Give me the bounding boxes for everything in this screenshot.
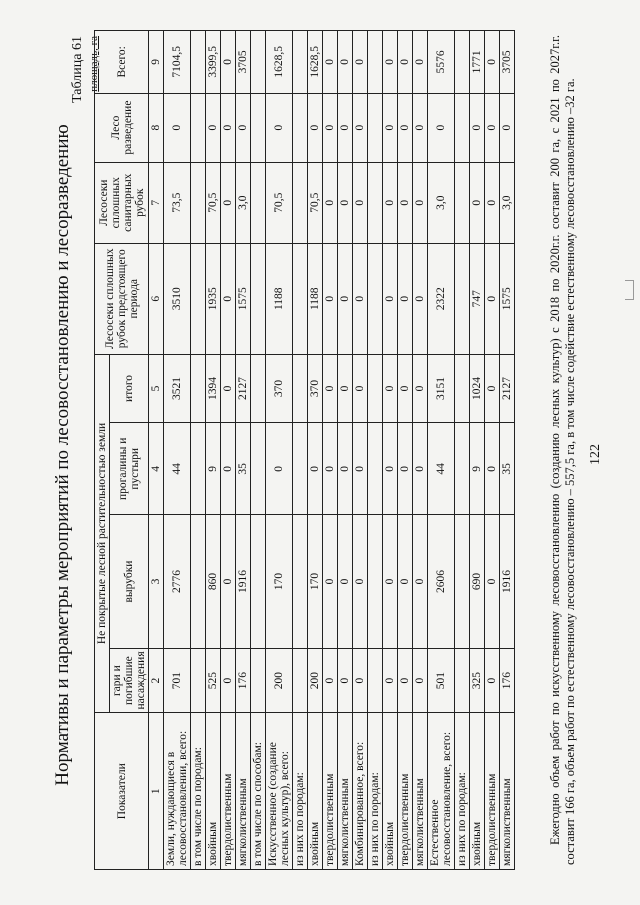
colnum-cell: 2 [149,648,164,713]
value-cell: 1575 [500,243,515,354]
table-row [251,31,266,870]
value-cell [251,515,266,649]
value-cell: 1771 [470,31,485,94]
value-cell: 0 [383,354,398,423]
value-cell: 0 [338,423,353,515]
value-cell: 325 [470,648,485,713]
value-cell: 0 [323,648,338,713]
row-label: хвойным [383,713,398,870]
value-cell: 5576 [428,31,455,94]
value-cell [368,31,383,94]
table-row [308,31,323,870]
value-cell: 0 [428,93,455,162]
norms-table [94,30,515,870]
colnum-cell: 6 [149,243,164,354]
table-row [266,31,293,870]
value-cell: 0 [221,31,236,94]
colnum-cell: 4 [149,423,164,515]
value-cell: 0 [383,162,398,243]
value-cell: 0 [383,515,398,649]
value-cell: 0 [338,243,353,354]
row-label: мягколиственным [500,713,515,870]
value-cell: 3151 [428,354,455,423]
value-cell [251,648,266,713]
value-cell: 1916 [500,515,515,649]
value-cell: 44 [428,423,455,515]
table-row [500,31,515,870]
value-cell [455,31,470,94]
value-cell: 0 [383,423,398,515]
value-cell: 0 [266,423,293,515]
table-row [428,31,455,870]
value-cell [455,423,470,515]
row-label: в том числе по способам: [251,713,266,870]
value-cell [368,93,383,162]
row-label: Комбинированное, всего: [353,713,368,870]
table-body [149,31,515,870]
value-cell: 200 [266,648,293,713]
value-cell: 0 [266,93,293,162]
value-cell [455,515,470,649]
colnum-cell: 5 [149,354,164,423]
value-cell: 1188 [308,243,323,354]
value-cell: 0 [470,93,485,162]
row-label: мягколиственным [338,713,353,870]
value-cell: 0 [413,93,428,162]
value-cell: 0 [323,93,338,162]
value-cell: 0 [353,515,368,649]
value-cell: 3,0 [500,162,515,243]
value-cell: 73,5 [164,162,191,243]
value-cell: 70,5 [308,162,323,243]
value-cell: 370 [266,354,293,423]
table-row [455,31,470,870]
value-cell: 0 [308,423,323,515]
header-total: итого [110,354,149,423]
value-cell: 2776 [164,515,191,649]
row-label: хвойным [308,713,323,870]
table-row [383,31,398,870]
value-cell: 0 [398,31,413,94]
table-row [191,31,206,870]
value-cell [293,354,308,423]
value-cell: 170 [308,515,323,649]
value-cell: 3705 [500,31,515,94]
table-row [206,31,221,870]
document-title: Нормативы и параметры мероприятий по лесовосстановлению и лесоразведению [52,124,73,786]
value-cell: 3705 [236,31,251,94]
value-cell: 0 [221,648,236,713]
value-cell: 0 [323,515,338,649]
row-label: из них по породам: [293,713,308,870]
table-label: Таблица 61 [70,36,85,103]
value-cell: 525 [206,648,221,713]
value-cell: 0 [221,354,236,423]
value-cell: 1935 [206,243,221,354]
value-cell [293,93,308,162]
value-cell: 0 [398,243,413,354]
value-cell: 0 [485,31,500,94]
value-cell [293,423,308,515]
value-cell [368,648,383,713]
value-cell [191,31,206,94]
value-cell: 0 [338,31,353,94]
value-cell [455,162,470,243]
row-label: Земли, нуждающиеся в лесовосстановлении, всего: [164,713,191,870]
value-cell: 690 [470,515,485,649]
value-cell [293,31,308,94]
value-cell [191,648,206,713]
value-cell: 0 [323,243,338,354]
header-fires: гари и погибшие насаждения [110,648,149,713]
value-cell [191,423,206,515]
value-cell: 0 [221,515,236,649]
table-row [338,31,353,870]
value-cell: 1916 [236,515,251,649]
value-cell: 2127 [500,354,515,423]
value-cell: 0 [308,93,323,162]
table-row [398,31,413,870]
value-cell: 0 [485,423,500,515]
value-cell: 3,0 [428,162,455,243]
colnum-cell: 1 [149,713,164,870]
value-cell [455,354,470,423]
value-cell: 176 [236,648,251,713]
header-clearcut-prev: Лесосеки сплошных рубок предстоящего периода [95,243,149,354]
value-cell: 9 [470,423,485,515]
value-cell: 170 [266,515,293,649]
value-cell: 0 [413,423,428,515]
value-cell [251,162,266,243]
value-cell: 176 [500,648,515,713]
value-cell: 0 [413,162,428,243]
value-cell: 0 [323,354,338,423]
table-row [413,31,428,870]
value-cell: 1575 [236,243,251,354]
value-cell [251,423,266,515]
table-row [164,31,191,870]
value-cell [368,354,383,423]
value-cell [251,243,266,354]
value-cell: 3510 [164,243,191,354]
value-cell [368,162,383,243]
row-label: Естественное лесовосстановление, всего: [428,713,455,870]
colnum-cell: 8 [149,93,164,162]
header-indicators: Показатели [95,713,149,870]
value-cell: 2322 [428,243,455,354]
value-cell: 3,0 [236,162,251,243]
row-label: хвойным [206,713,221,870]
value-cell: 0 [398,515,413,649]
colnum-cell: 9 [149,31,164,94]
value-cell [191,162,206,243]
value-cell: 0 [353,354,368,423]
value-cell: 0 [353,93,368,162]
header-sanitary: Лесосеки сплошных санитарных рубок [95,162,149,243]
value-cell: 0 [164,93,191,162]
explanatory-note: Ежегодно объем работ по искусственному лесовосстановлению (созданию лесных культур) с 2018 по 2020г.г. составит 200 га, с 2021 по 2027г.г. составит 166 га, объем работ по естественному лесовосстановлению – 557,5 га, в том числе содействие естественному лесовосстановлению –32 га. [548,35,577,865]
value-cell: 0 [338,648,353,713]
value-cell: 2127 [236,354,251,423]
value-cell: 0 [485,354,500,423]
value-cell: 0 [413,515,428,649]
value-cell: 0 [338,93,353,162]
value-cell: 0 [221,243,236,354]
value-cell: 35 [236,423,251,515]
value-cell [293,648,308,713]
value-cell [368,515,383,649]
header-clearings: вырубки [110,515,149,649]
header-nonforest-group: Не покрытые лесной растительностью земли [95,354,110,713]
value-cell: 0 [398,93,413,162]
value-cell: 0 [353,243,368,354]
value-cell: 3399,5 [206,31,221,94]
value-cell: 1024 [470,354,485,423]
value-cell: 35 [500,423,515,515]
header-grand-total: Всего: [95,31,149,94]
table-row [293,31,308,870]
value-cell [368,243,383,354]
value-cell [191,515,206,649]
row-label: твердолиственным [398,713,413,870]
value-cell: 0 [221,423,236,515]
row-label: твердолиственным [221,713,236,870]
value-cell: 0 [485,515,500,649]
value-cell: 0 [323,31,338,94]
value-cell: 0 [413,243,428,354]
value-cell: 9 [206,423,221,515]
header-glades: прогалины и пустыри [110,423,149,515]
value-cell: 501 [428,648,455,713]
value-cell: 701 [164,648,191,713]
value-cell: 7104,5 [164,31,191,94]
value-cell: 0 [353,423,368,515]
value-cell [293,162,308,243]
row-label: твердолиственным [485,713,500,870]
row-label: из них по породам: [368,713,383,870]
table-row [470,31,485,870]
binding-mark [625,280,634,300]
value-cell: 0 [236,93,251,162]
value-cell: 0 [383,243,398,354]
value-cell [455,93,470,162]
value-cell [191,243,206,354]
value-cell: 44 [164,423,191,515]
value-cell: 200 [308,648,323,713]
table-row [236,31,251,870]
value-cell: 747 [470,243,485,354]
value-cell [251,354,266,423]
colnum-cell: 7 [149,162,164,243]
value-cell [191,354,206,423]
value-cell: 0 [398,354,413,423]
value-cell: 70,5 [206,162,221,243]
value-cell: 0 [353,162,368,243]
value-cell [455,648,470,713]
value-cell: 0 [485,93,500,162]
value-cell: 0 [221,93,236,162]
row-label: в том числе по породам: [191,713,206,870]
row-label: хвойным [470,713,485,870]
value-cell: 1394 [206,354,221,423]
value-cell: 370 [308,354,323,423]
value-cell: 0 [398,423,413,515]
column-number-row [149,31,164,870]
value-cell: 0 [383,648,398,713]
value-cell: 0 [338,162,353,243]
value-cell: 1188 [266,243,293,354]
value-cell: 0 [353,31,368,94]
value-cell: 2606 [428,515,455,649]
value-cell [191,93,206,162]
row-label: Искусственное (создание лесных культур), всего: [266,713,293,870]
value-cell: 0 [338,515,353,649]
value-cell: 0 [413,354,428,423]
value-cell: 0 [338,354,353,423]
row-label: мягколиственным [413,713,428,870]
value-cell [251,93,266,162]
colnum-cell: 3 [149,515,164,649]
value-cell: 0 [485,648,500,713]
value-cell: 0 [221,162,236,243]
value-cell: 0 [353,648,368,713]
table-row [485,31,500,870]
value-cell: 0 [413,648,428,713]
value-cell: 0 [485,243,500,354]
table-row [353,31,368,870]
page-number: 122 [588,444,603,465]
value-cell: 1628,5 [308,31,323,94]
row-label: из них по породам: [455,713,470,870]
table-row [221,31,236,870]
value-cell [293,515,308,649]
value-cell: 70,5 [266,162,293,243]
value-cell [293,243,308,354]
row-label: твердолиственным [323,713,338,870]
header-afforestation: Лесо разведение [95,93,149,162]
value-cell: 0 [470,162,485,243]
row-label: мягколиственным [236,713,251,870]
value-cell: 0 [413,31,428,94]
table-row [323,31,338,870]
table-header-row [95,31,110,870]
value-cell: 0 [323,423,338,515]
value-cell: 0 [500,93,515,162]
value-cell: 1628,5 [266,31,293,94]
table-row [368,31,383,870]
value-cell: 860 [206,515,221,649]
value-cell: 0 [383,93,398,162]
value-cell [368,423,383,515]
value-cell: 0 [485,162,500,243]
value-cell: 0 [398,648,413,713]
table-unit: площадь, га [88,36,100,92]
value-cell: 0 [323,162,338,243]
value-cell: 3521 [164,354,191,423]
value-cell [251,31,266,94]
value-cell: 0 [206,93,221,162]
value-cell: 0 [383,31,398,94]
value-cell: 0 [398,162,413,243]
value-cell [455,243,470,354]
